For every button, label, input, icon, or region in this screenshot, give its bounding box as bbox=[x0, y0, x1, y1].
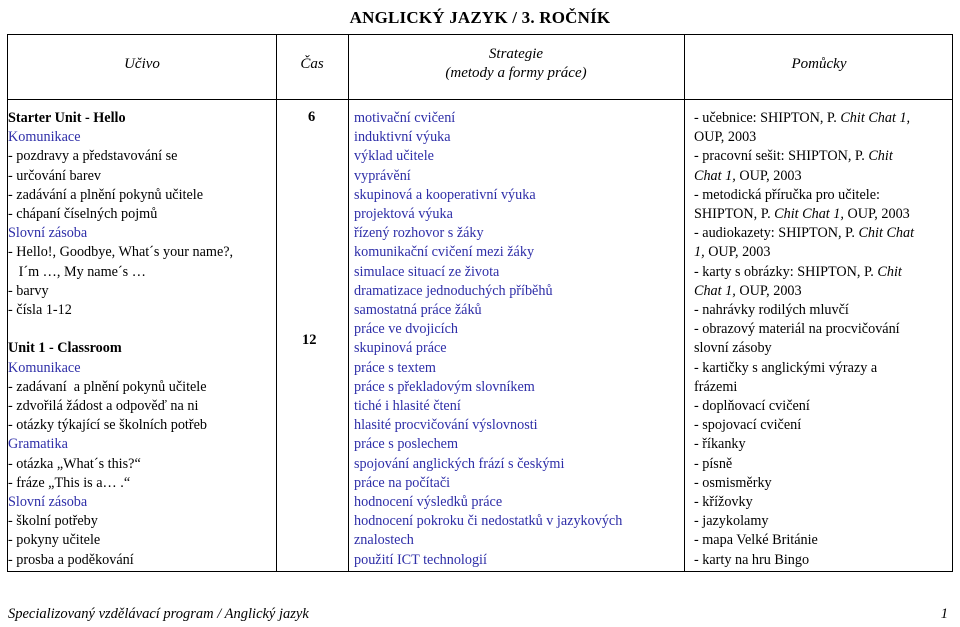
ucivo-line: - prosba a poděkování bbox=[8, 551, 134, 568]
pomucky-line bbox=[694, 205, 914, 224]
strategie-line: dramatizace jednoduchých příběhů bbox=[354, 282, 553, 299]
strategie-line: hlasité procvičování výslovnosti bbox=[354, 417, 538, 434]
pomucky-line bbox=[694, 263, 914, 282]
pomucky-segment: - karty s obrázky: SHIPTON, P. bbox=[694, 263, 878, 280]
pomucky-segment: - doplňovací cvičení bbox=[694, 398, 810, 415]
ucivo-line: Slovní zásoba bbox=[8, 225, 88, 242]
column-divider bbox=[348, 35, 349, 571]
strategie-line: tiché i hlasité čtení bbox=[354, 398, 461, 415]
strategie-line: motivační cvičení bbox=[354, 110, 456, 126]
pomucky-line bbox=[694, 378, 914, 397]
pomucky-line bbox=[694, 359, 914, 378]
pomucky-line bbox=[694, 282, 914, 301]
strategie-line: vyprávění bbox=[354, 167, 411, 184]
page-title: ANGLICKÝ JAZYK / 3. ROČNÍK bbox=[349, 8, 611, 27]
ucivo-line: - otázky týkající se školních potřeb bbox=[8, 417, 207, 434]
pomucky-line bbox=[694, 128, 914, 147]
ucivo-line: - zadávání a plnění pokynů učitele bbox=[8, 186, 204, 203]
ucivo-line: Unit 1 - Classroom bbox=[8, 340, 122, 357]
pomucky-segment: - audiokazety: SHIPTON, P. bbox=[694, 225, 859, 242]
header-strategie bbox=[348, 45, 684, 83]
ucivo-line: Komunikace bbox=[8, 359, 81, 376]
pomucky-segment: Chit Chat bbox=[858, 225, 915, 242]
pomucky-line bbox=[694, 320, 914, 339]
pomucky-segment: - nahrávky rodilých mluvčí bbox=[694, 302, 849, 319]
pomucky-line bbox=[694, 147, 914, 166]
cas-unit1: 12 bbox=[302, 332, 317, 348]
pomucky-line bbox=[694, 493, 914, 512]
ucivo-line: Komunikace bbox=[8, 129, 81, 146]
strategie-line: induktivní výuka bbox=[354, 129, 451, 146]
ucivo-line: Slovní zásoba bbox=[8, 494, 88, 511]
pomucky-line bbox=[694, 531, 914, 550]
pomucky-segment: - učebnice: SHIPTON, P. bbox=[694, 110, 841, 126]
header-pomucky: Pomůcky bbox=[791, 56, 847, 72]
pomucky-line bbox=[694, 167, 914, 186]
ucivo-line: - zdvořilá žádost a odpověď na ni bbox=[8, 398, 199, 415]
strategie-line: práce s poslechem bbox=[354, 436, 458, 453]
pomucky-segment: - kartičky s anglickými výrazy a bbox=[694, 359, 878, 376]
ucivo-column bbox=[8, 109, 233, 570]
strategie-line: hodnocení pokroku či nedostatků v jazykových bbox=[354, 513, 623, 530]
header-strategie-title: Strategie bbox=[488, 46, 544, 62]
pomucky-segment: - říkanky bbox=[694, 436, 746, 453]
ucivo-line: - čísla 1-12 bbox=[8, 302, 72, 319]
pomucky-line bbox=[694, 474, 914, 493]
strategie-line: znalostech bbox=[354, 532, 414, 549]
pomucky-segment: - mapa Velké Británie bbox=[694, 532, 818, 549]
pomucky-segment: - obrazový materiál na procvičování bbox=[694, 321, 900, 338]
pomucky-line bbox=[694, 397, 914, 416]
pomucky-line bbox=[694, 224, 914, 243]
strategie-line: řízený rozhovor s žáky bbox=[354, 225, 484, 242]
footer-text: Specializovaný vzdělávací program / Anglický jazyk bbox=[8, 606, 309, 622]
ucivo-line: - určování barev bbox=[8, 167, 101, 184]
pomucky-segment: - spojovací cvičení bbox=[694, 417, 802, 434]
pomucky-segment: - metodická příručka pro učitele: bbox=[694, 186, 880, 203]
ucivo-line: - Hello!, Goodbye, What´s your name?, bbox=[8, 244, 234, 261]
strategie-line: simulace situací ze života bbox=[354, 263, 500, 280]
header-ucivo: Učivo bbox=[124, 56, 160, 72]
ucivo-line: - pokyny učitele bbox=[8, 532, 101, 549]
cas-starter: 6 bbox=[308, 109, 316, 125]
pomucky-segment: - osmisměrky bbox=[694, 474, 772, 491]
column-divider bbox=[684, 35, 685, 571]
strategie-line: projektová výuka bbox=[354, 206, 453, 223]
ucivo-line: - zadávaní a plnění pokynů učitele bbox=[8, 378, 207, 395]
pomucky-segment: - křížovky bbox=[694, 494, 753, 511]
ucivo-line: - otázka „What´s this?“ bbox=[8, 455, 141, 472]
pomucky-segment: OUP, 2003 bbox=[704, 244, 771, 261]
ucivo-line bbox=[8, 320, 233, 339]
pomucky-segment: slovní zásoby bbox=[694, 340, 772, 357]
pomucky-line bbox=[694, 339, 914, 358]
pomucky-line bbox=[694, 186, 914, 205]
strategie-line: komunikační cvičení mezi žáky bbox=[354, 244, 535, 261]
pomucky-segment: OUP, 2003 bbox=[694, 129, 757, 146]
pomucky-segment: - písně bbox=[694, 455, 733, 472]
pomucky-segment: SHIPTON, P. bbox=[694, 206, 775, 223]
pomucky-segment: - pracovní sešit: SHIPTON, P. bbox=[694, 148, 869, 165]
ucivo-line: - chápaní číselných pojmů bbox=[8, 206, 158, 223]
pomucky-segment: Chit bbox=[877, 263, 902, 280]
header-strategie-sub: (metody a formy práce) bbox=[445, 65, 587, 81]
header-cas: Čas bbox=[300, 56, 324, 72]
pomucky-segment: Chit Chat 1, bbox=[774, 206, 844, 223]
pomucky-segment: - karty na hru Bingo bbox=[694, 551, 810, 568]
strategie-column bbox=[354, 109, 622, 570]
pomucky-segment: 1, bbox=[694, 244, 705, 261]
ucivo-line: - barvy bbox=[8, 282, 49, 299]
pomucky-segment: frázemi bbox=[694, 378, 738, 395]
strategie-line: samostatná práce žáků bbox=[354, 302, 482, 319]
strategie-line: skupinová a kooperativní výuka bbox=[354, 186, 536, 203]
header-divider bbox=[8, 99, 952, 100]
strategie-line: práce na počítači bbox=[354, 474, 451, 491]
strategie-line: práce s textem bbox=[354, 359, 436, 376]
strategie-line: hodnocení výsledků práce bbox=[354, 494, 503, 511]
pomucky-line bbox=[694, 435, 914, 454]
pomucky-line bbox=[694, 416, 914, 435]
pomucky-line bbox=[694, 551, 914, 570]
pomucky-segment: Chit Chat 1, bbox=[840, 110, 911, 126]
pomucky-segment: Chat 1, bbox=[694, 167, 736, 184]
strategie-line: spojování anglických frází s českými bbox=[354, 455, 565, 472]
strategie-line: skupinová práce bbox=[354, 340, 447, 357]
strategie-line: použití ICT technologií bbox=[354, 551, 487, 568]
ucivo-line: - fráze „This is a… .“ bbox=[8, 474, 131, 491]
ucivo-line: - školní potřeby bbox=[8, 513, 98, 530]
pomucky-line bbox=[694, 455, 914, 474]
pomucky-segment: OUP, 2003 bbox=[735, 282, 802, 299]
pomucky-segment: Chit bbox=[868, 148, 893, 165]
curriculum-table bbox=[7, 34, 953, 572]
pomucky-line bbox=[694, 301, 914, 320]
strategie-line: práce s překladovým slovníkem bbox=[354, 378, 535, 395]
pomucky-line bbox=[694, 109, 914, 128]
pomucky-line bbox=[694, 243, 914, 262]
strategie-line: práce ve dvojicích bbox=[354, 321, 458, 338]
pomucky-segment: OUP, 2003 bbox=[843, 206, 910, 223]
pomucky-segment: Chat 1, bbox=[694, 282, 736, 299]
column-divider bbox=[276, 35, 277, 571]
pomucky-line bbox=[694, 512, 914, 531]
pomucky-column bbox=[694, 109, 914, 570]
ucivo-line: Starter Unit - Hello bbox=[8, 110, 126, 126]
ucivo-line: I´m …, My name´s … bbox=[8, 263, 146, 280]
strategie-line: výklad učitele bbox=[354, 148, 434, 165]
ucivo-line: - pozdravy a představování se bbox=[8, 148, 178, 165]
pomucky-segment: OUP, 2003 bbox=[735, 167, 802, 184]
pomucky-segment: - jazykolamy bbox=[694, 513, 769, 530]
page-number: 1 bbox=[940, 606, 948, 622]
ucivo-line: Gramatika bbox=[8, 436, 68, 453]
